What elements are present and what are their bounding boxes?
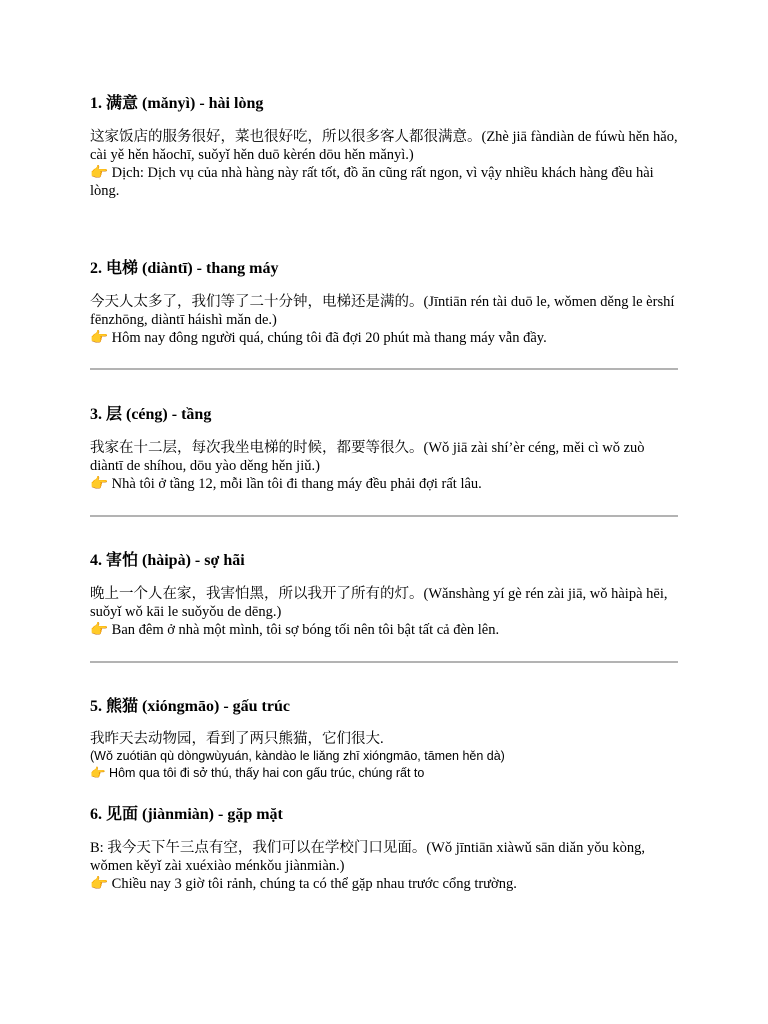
example-sentence: 晚上一个人在家，我害怕黑，所以我开了所有的灯。(Wǎnshàng yí gè rén zài jiā, wǒ hàipà hēi, suǒyǐ wǒ kāi le suǒyǒu de dēng.)	[90, 586, 668, 620]
pinyin-line: (Wǒ zuótiān qù dòngwùyuán, kàndào le liǎng zhī xióngmāo, tāmen hěn dà)	[90, 749, 505, 763]
entry-heading: 4. 害怕 (hàipà) - sợ hãi	[90, 552, 245, 569]
translation: 👉 Ban đêm ở nhà một mình, tôi sợ bóng tối nên tôi bật tất cả đèn lên.	[90, 622, 500, 638]
translation: 👉 Hôm nay đông người quá, chúng tôi đã đợi 20 phút mà thang máy vẫn đầy.	[90, 330, 547, 346]
example-sentence: 我家在十二层，每次我坐电梯的时候，都要等很久。(Wǒ jiā zài shí’èr céng, měi cì wǒ zuò diàntī de shíhou, dōu yào děng hěn jiǔ.)	[90, 440, 645, 474]
entry-heading: 3. 层 (céng) - tầng	[90, 406, 212, 423]
vocab-entry-5	[90, 697, 680, 782]
vocab-entry-6	[90, 805, 680, 893]
vocab-entry-1	[90, 94, 680, 200]
vocab-entry-3	[90, 405, 680, 493]
divider-line	[90, 515, 678, 517]
translation: 👉 Dịch: Dịch vụ của nhà hàng này rất tốt, đồ ăn cũng rất ngon, vì vậy nhiều khách hàng đều hài lòng.	[90, 165, 654, 199]
entry-heading: 5. 熊猫 (xióngmāo) - gấu trúc	[90, 698, 290, 715]
translation: 👉 Hôm qua tôi đi sở thú, thấy hai con gấu trúc, chúng rất to	[90, 766, 425, 780]
entry-heading: 2. 电梯 (diàntī) - thang máy	[90, 260, 279, 277]
example-sentence: 这家饭店的服务很好，菜也很好吃，所以很多客人都很满意。(Zhè jiā fàndiàn de fúwù hěn hǎo, cài yě hěn hǎochī, suǒyǐ hěn duō kèrén dōu hěn mǎnyì.)	[90, 129, 678, 163]
example-sentence: 今天人太多了，我们等了二十分钟，电梯还是满的。(Jīntiān rén tài duō le, wǒmen děng le èrshí fēnzhōng, diàntī háishì mǎn de.)	[90, 294, 675, 328]
divider-line	[90, 368, 678, 370]
translation: 👉 Chiều nay 3 giờ tôi rảnh, chúng ta có thể gặp nhau trước cổng trường.	[90, 876, 517, 892]
example-sentence: 我昨天去动物园，看到了两只熊猫，它们很大.	[90, 731, 384, 747]
vocab-entry-4	[90, 551, 680, 639]
divider-line	[90, 661, 678, 663]
entry-heading: 1. 满意 (mǎnyì) - hài lòng	[90, 95, 264, 112]
vocab-entry-2	[90, 259, 680, 347]
entry-heading: 6. 见面 (jiànmiàn) - gặp mặt	[90, 806, 283, 823]
translation: 👉 Nhà tôi ở tầng 12, mỗi lần tôi đi thang máy đều phải đợi rất lâu.	[90, 476, 482, 492]
example-sentence: B: 我今天下午三点有空，我们可以在学校门口见面。(Wǒ jīntiān xiàwǔ sān diǎn yǒu kòng, wǒmen kěyǐ zài xuéxiào ménkǒu jiànmiàn.)	[90, 840, 645, 874]
